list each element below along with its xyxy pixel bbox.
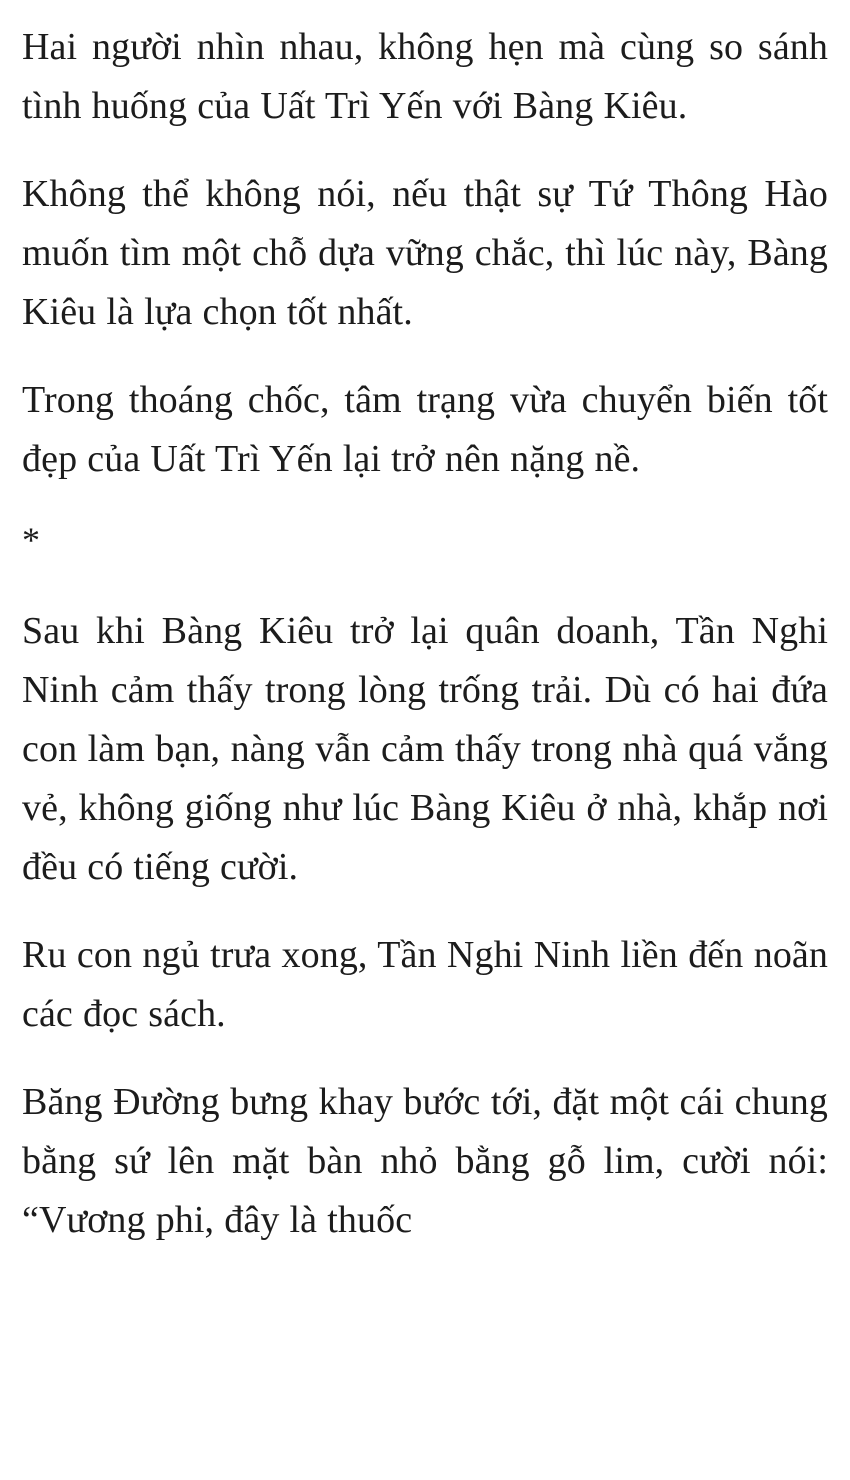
paragraph: Băng Đường bưng khay bước tới, đặt một cái chung bằng sứ lên mặt bàn nhỏ bằng gỗ lim, cười nói: “Vương phi, đây là thuốc bbox=[22, 1081, 828, 1241]
scene-break-marker: * bbox=[22, 520, 41, 560]
paragraph: Hai người nhìn nhau, không hẹn mà cùng so sánh tình huống của Uất Trì Yến với Bàng Kiêu. bbox=[22, 26, 828, 127]
paragraph: Trong thoáng chốc, tâm trạng vừa chuyển biến tốt đẹp của Uất Trì Yến lại trở nên nặng nề. bbox=[22, 379, 828, 480]
paragraph: Sau khi Bàng Kiêu trở lại quân doanh, Tần Nghi Ninh cảm thấy trong lòng trống trải. Dù có hai đứa con làm bạn, nàng vẫn cảm thấy trong nhà quá vắng vẻ, không giống như lúc Bàng Kiêu ở nhà, khắp nơi đều có tiếng cười. bbox=[22, 610, 828, 888]
paragraph: Ru con ngủ trưa xong, Tần Nghi Ninh liền đến noãn các đọc sách. bbox=[22, 934, 828, 1035]
paragraph: Không thể không nói, nếu thật sự Tứ Thông Hào muốn tìm một chỗ dựa vững chắc, thì lúc này, Bàng Kiêu là lựa chọn tốt nhất. bbox=[22, 173, 828, 333]
